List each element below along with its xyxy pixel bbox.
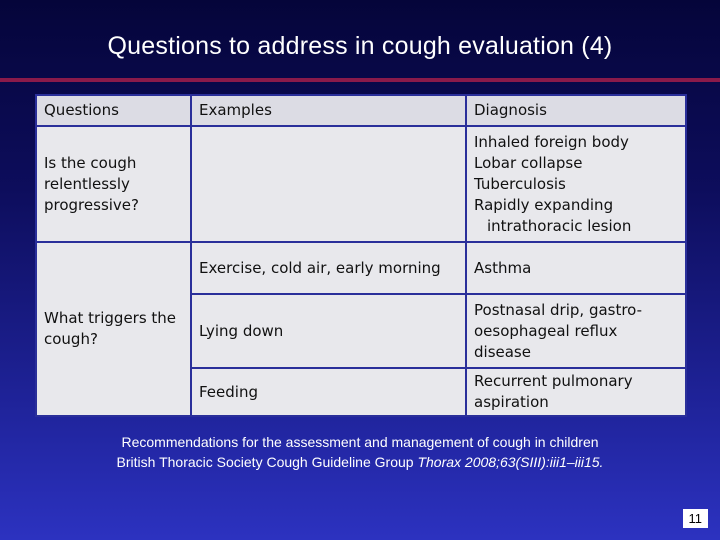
reference-citation bbox=[0, 432, 720, 472]
title-divider bbox=[0, 78, 720, 82]
example-cell: Exercise, cold air, early morning bbox=[191, 242, 466, 294]
diagnosis-cell: Recurrent pulmonary aspiration bbox=[466, 368, 686, 416]
table-row bbox=[36, 126, 686, 242]
diagnosis-cell: Asthma bbox=[466, 242, 686, 294]
slide-number: 11 bbox=[683, 509, 709, 528]
diagnosis-line: Tuberculosis bbox=[474, 174, 566, 193]
reference-journal: Thorax 2008;63(SIII):iii1–iii15. bbox=[417, 454, 604, 470]
table-row bbox=[36, 242, 686, 294]
diagnosis-cell: Postnasal drip, gastro-oesophageal reflux disease bbox=[466, 294, 686, 368]
header-questions: Questions bbox=[36, 95, 191, 126]
reference-title: Recommendations for the assessment and management of cough in children bbox=[121, 434, 599, 450]
diagnosis-cell bbox=[466, 126, 686, 242]
example-cell: Feeding bbox=[191, 368, 466, 416]
table-header-row bbox=[36, 95, 686, 126]
header-diagnosis: Diagnosis bbox=[466, 95, 686, 126]
reference-source bbox=[0, 452, 720, 472]
example-cell: Lying down bbox=[191, 294, 466, 368]
diagnosis-line: intrathoracic lesion bbox=[487, 216, 632, 235]
slide-title: Questions to address in cough evaluation (4) bbox=[107, 32, 613, 60]
header-examples: Examples bbox=[191, 95, 466, 126]
reference-authors: British Thoracic Society Cough Guideline Group bbox=[116, 454, 414, 470]
question-cell: What triggers the cough? bbox=[36, 242, 191, 416]
diagnosis-line: Lobar collapse bbox=[474, 153, 583, 172]
diagnosis-line: Rapidly expanding bbox=[474, 195, 614, 214]
example-cell bbox=[191, 126, 466, 242]
diagnosis-line: Inhaled foreign body bbox=[474, 132, 629, 151]
cough-evaluation-table bbox=[35, 94, 687, 417]
question-cell: Is the cough relentlessly progressive? bbox=[36, 126, 191, 242]
